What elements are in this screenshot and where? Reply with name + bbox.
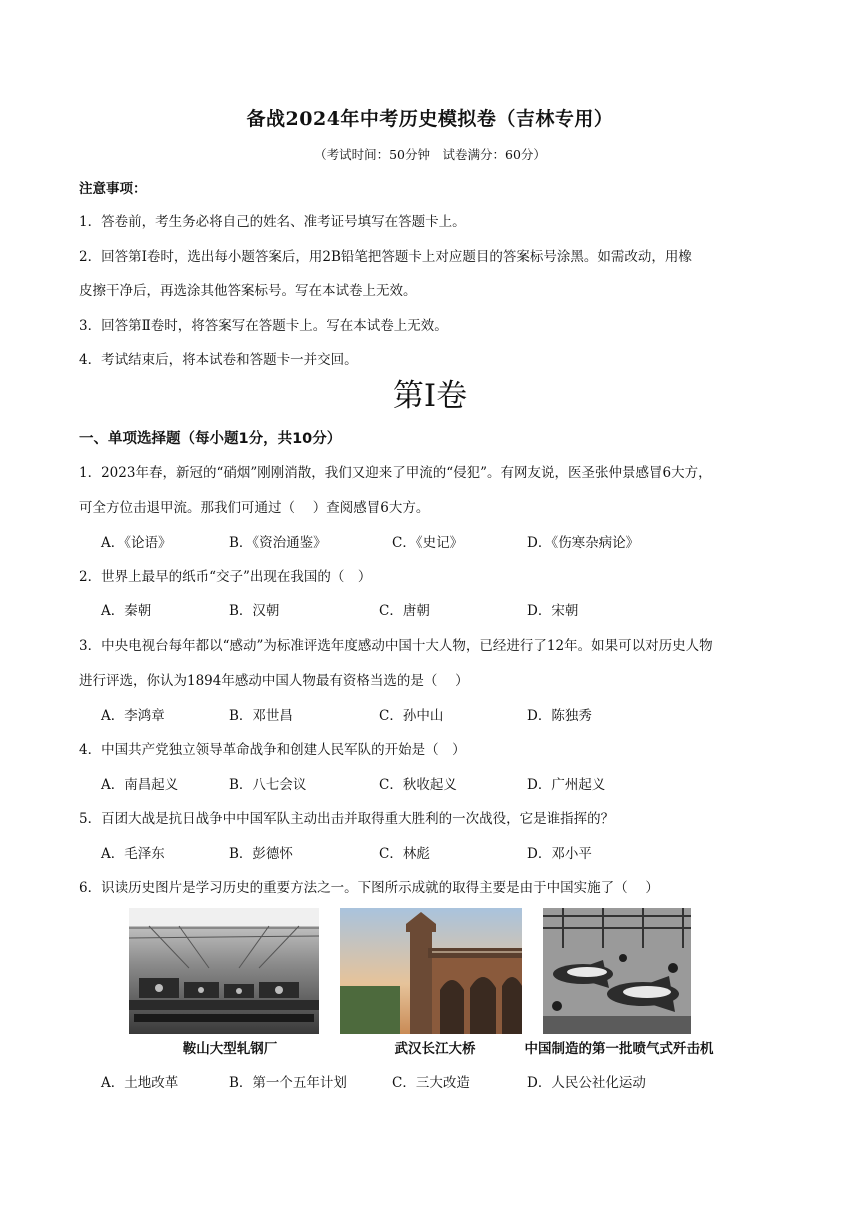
volume-heading: 第Ⅰ卷 [392,378,468,414]
q1-option-d: D．《伤寒杂病论》 [527,535,640,551]
q4-option-c: C．秋收起义 [379,777,457,793]
q5-option-b: B．彭德怀 [229,846,293,862]
exam-subtitle: （考试时间：50分钟 试卷满分：60分） [314,147,546,162]
question-2-stem: 2．世界上最早的纸币“交子”出现在我国的（ ） [79,569,372,585]
question-4-stem: 4．中国共产党独立领导革命战争和创建人民军队的开始是（ ） [79,742,466,758]
q1-option-c: C．《史记》 [392,535,464,551]
q3-option-a: A．李鸿章 [101,708,165,724]
question-1-stem: 1．2023年春，新冠的“硝烟”刚刚消散，我们又迎来了甲流的“侵犯”。有网友说，医圣张仲景感冒6大方， [79,465,712,481]
q1-option-b: B．《资治通鉴》 [229,535,327,551]
section-heading: 一、单项选择题（每小题1分，共10分） [79,431,342,447]
q6-option-b: B．第一个五年计划 [229,1075,347,1091]
wuhan-bridge-photo [340,908,522,1034]
q4-option-d: D．广州起义 [527,777,606,793]
question-3-stem: 3．中央电视台每年都以“感动”为标准评选年度感动中国十大人物，已经进行了12年。如果可以对历史人物 [79,638,713,654]
q6-option-d: D．人民公社化运动 [527,1075,646,1091]
note-line: 2．回答第Ⅰ卷时，选出每小题答案后，用2B铅笔把答题卡上对应题目的答案标号涂黑。如需改动，用橡 [79,249,692,265]
caption-jet-fighter: 中国制造的第一批喷气式歼击机 [524,1041,714,1057]
q6-option-a: A．土地改革 [101,1075,179,1091]
question-5-stem: 5．百团大战是抗日战争中中国军队主动出击并取得重大胜利的一次战役，它是谁指挥的？ [79,811,615,827]
caption-steel-mill: 鞍山大型轧钢厂 [182,1041,278,1057]
caption-wuhan-bridge: 武汉长江大桥 [394,1041,476,1057]
q5-option-d: D．邓小平 [527,846,592,862]
note-line: 皮擦干净后，再选涂其他答案标号。写在本试卷上无效。 [79,283,417,299]
notes-heading: 注意事项： [79,181,147,197]
question-1-stem: 可全方位击退甲流。那我们可通过（ ）查阅感冒6大方。 [79,500,430,516]
q2-option-c: C．唐朝 [379,603,430,619]
q2-option-d: D．宋朝 [527,603,579,619]
q4-option-b: B．八七会议 [229,777,307,793]
q2-option-b: B．汉朝 [229,603,280,619]
question-3-stem: 进行评选，你认为1894年感动中国人物最有资格当选的是（ ） [79,673,469,689]
jet-fighter-photo [543,908,691,1034]
q3-option-d: D．陈独秀 [527,708,592,724]
steel-mill-photo [129,908,319,1034]
q6-option-c: C．三大改造 [392,1075,470,1091]
note-line: 1．答卷前，考生务必将自己的姓名、准考证号填写在答题卡上。 [79,214,466,230]
q5-option-a: A．毛泽东 [101,846,165,862]
note-line: 4．考试结束后，将本试卷和答题卡一并交回。 [79,352,358,368]
q2-option-a: A．秦朝 [101,603,152,619]
note-line: 3．回答第Ⅱ卷时，将答案写在答题卡上。写在本试卷上无效。 [79,318,448,334]
q3-option-b: B．邓世昌 [229,708,293,724]
q5-option-c: C．林彪 [379,846,430,862]
q3-option-c: C．孙中山 [379,708,444,724]
q4-option-a: A．南昌起义 [101,777,179,793]
q1-option-a: A．《论语》 [101,535,172,551]
question-6-stem: 6．识读历史图片是学习历史的重要方法之一。下图所示成就的取得主要是由于中国实施了（ ） [79,880,659,896]
exam-title: 备战2024年中考历史模拟卷（吉林专用） [246,108,614,130]
